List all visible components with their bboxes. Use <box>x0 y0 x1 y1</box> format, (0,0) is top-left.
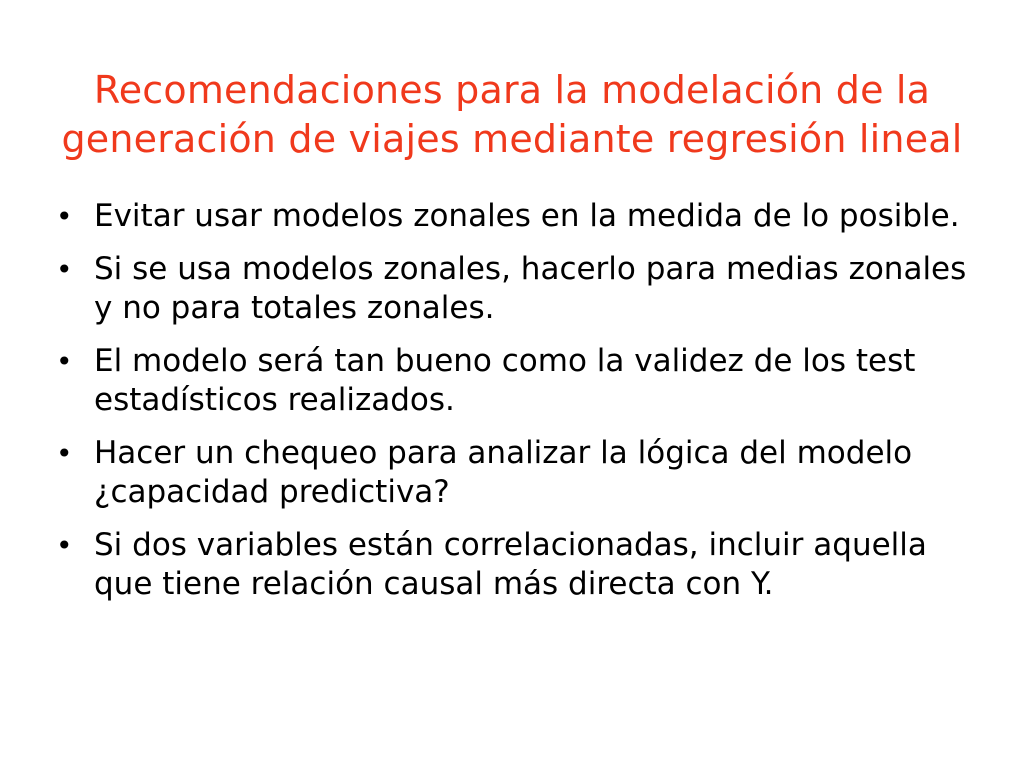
bullet-icon: • <box>56 529 73 562</box>
bullet-text: Si dos variables están correlacionadas, incluir aquella que tiene relación causal más directa con Y. <box>94 527 927 602</box>
slide-title-line-1: Recomendaciones para la modelación de la <box>93 68 931 112</box>
bullet-item-statistical-tests <box>54 342 984 420</box>
bullet-item-avoid-zonal-models <box>54 197 984 236</box>
bullet-icon: • <box>56 200 73 233</box>
bullet-item-correlated-variables <box>54 526 984 604</box>
bullet-text: Evitar usar modelos zonales en la medida de lo posible. <box>94 198 960 234</box>
bullet-icon: • <box>56 437 73 470</box>
bullet-icon: • <box>56 253 73 286</box>
bullet-text: Si se usa modelos zonales, hacerlo para medias zonales y no para totales zonales. <box>94 251 967 326</box>
bullet-list <box>54 197 984 618</box>
slide-title <box>0 66 1024 164</box>
bullet-text: El modelo será tan bueno como la validez de los test estadísticos realizados. <box>94 343 916 418</box>
bullet-item-logic-check <box>54 434 984 512</box>
bullet-text: Hacer un chequeo para analizar la lógica del modelo ¿capacidad predictiva? <box>94 435 913 510</box>
bullet-icon: • <box>56 345 73 378</box>
slide-title-line-2: generación de viajes mediante regresión lineal <box>61 117 963 161</box>
bullet-item-zonal-means <box>54 250 984 328</box>
